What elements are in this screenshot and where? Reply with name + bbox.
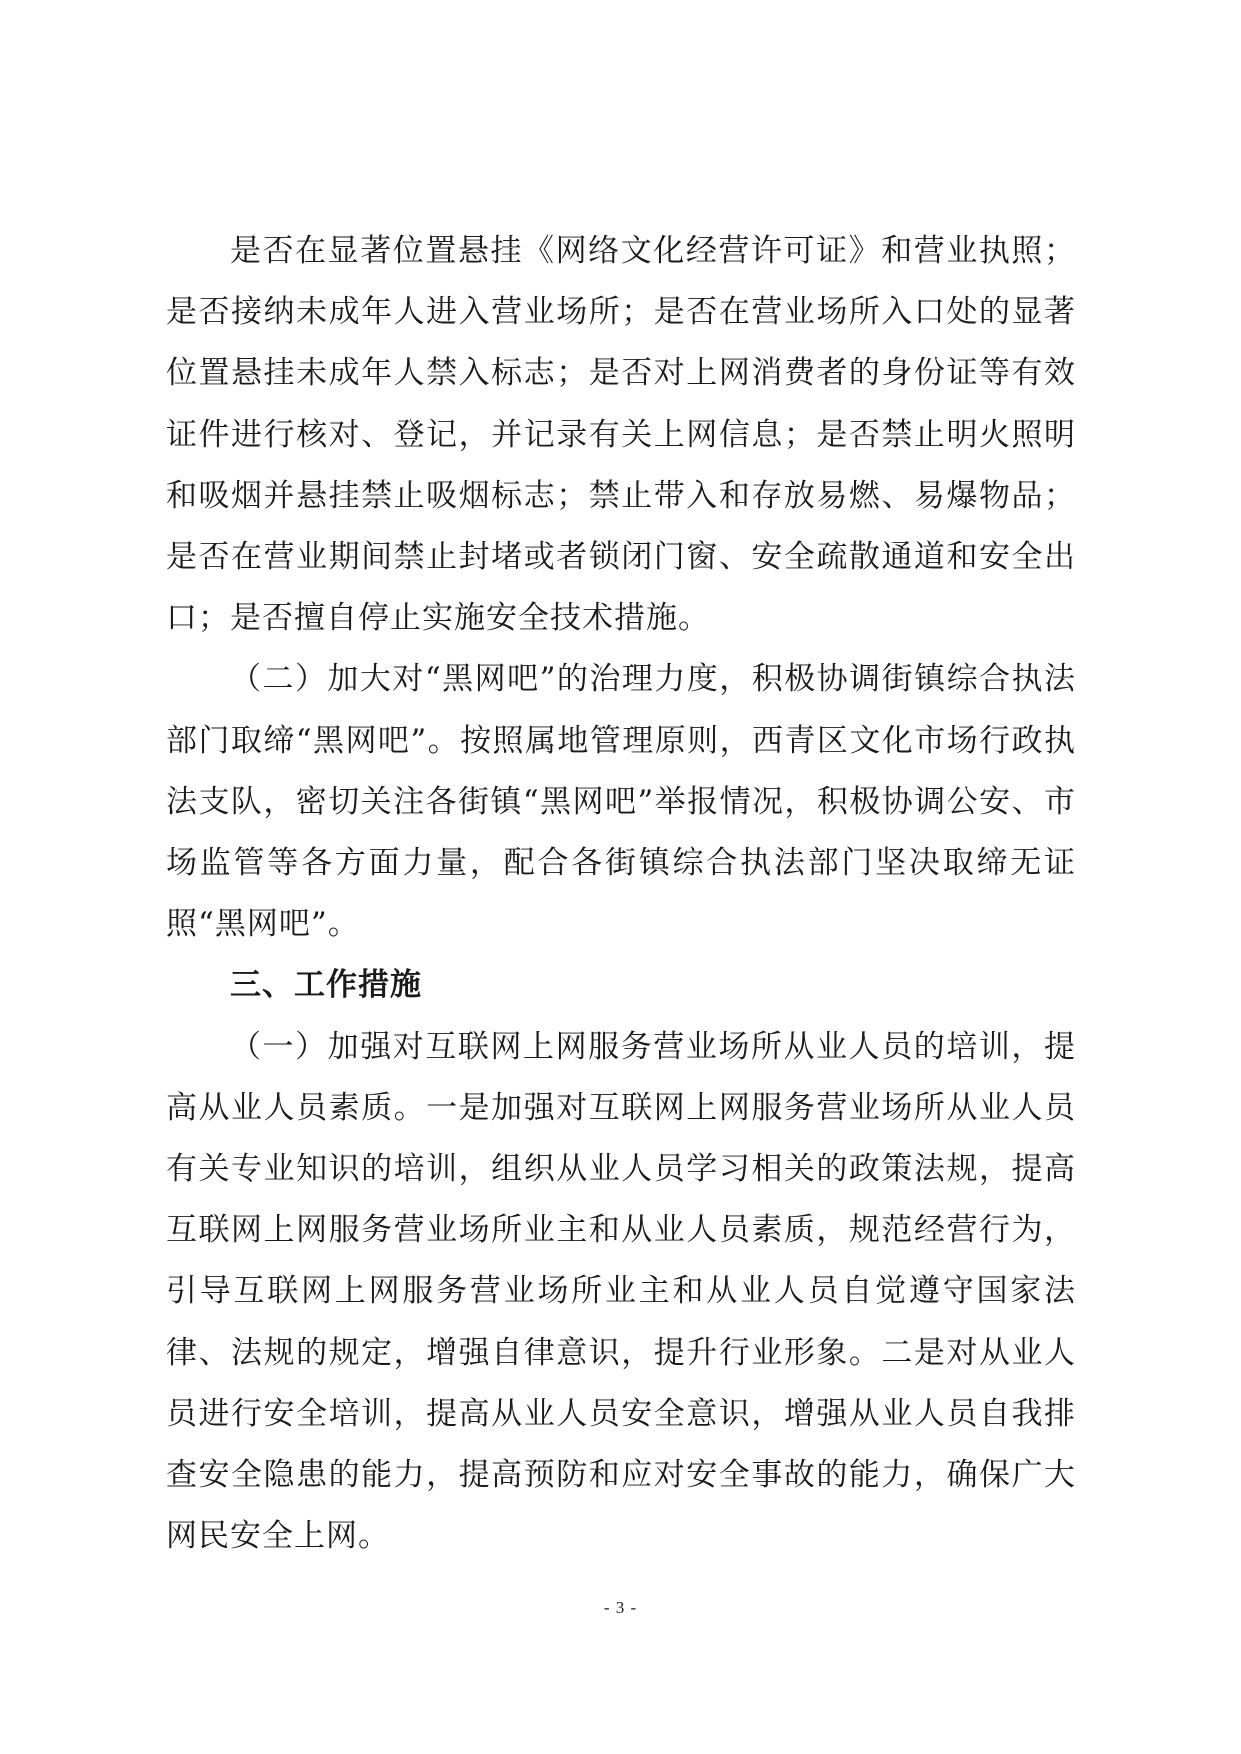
paragraph-staff-training: （一）加强对互联网上网服务营业场所从业人员的培训，提高从业人员素质。一是加强对互联网上网服务营业场所从业人员有关专业知识的培训，组织从业人员学习相关的政策法规，提高互联网上网服务营业场所业主和从业人员素质，规范经营行为，引导互联网上网服务营业场所业主和从业人员自觉遵守国家法律、法规的规定，增强自律意识，提升行业形象。二是对从业人员进行安全培训，提高从业人员安全意识，增强从业人员自我排查安全隐患的能力，提高预防和应对安全事故的能力，确保广大网民安全上网。 (166, 1028, 1076, 1555)
document-body (166, 221, 1076, 1567)
page-number: - 3 - (603, 1598, 638, 1617)
section-heading-work-measures: 三、工作措施 (230, 967, 422, 1004)
paragraph-black-internet-cafe: （二）加大对“黑网吧”的治理力度，积极协调街镇综合执法部门取缔“黑网吧”。按照属地管理原则，西青区文化市场行政执法支队，密切关注各街镇“黑网吧”举报情况，积极协调公安、市场监管等各方面力量，配合各街镇综合执法部门坚决取缔无证照“黑网吧”。 (166, 661, 1076, 943)
paragraph-inspection-items: 是否在显著位置悬挂《网络文化经营许可证》和营业执照；是否接纳未成年人进入营业场所；是否在营业场所入口处的显著位置悬挂未成年人禁入标志；是否对上网消费者的身份证等有效证件进行核对、登记，并记录有关上网信息；是否禁止明火照明和吸烟并悬挂禁止吸烟标志；禁止带入和存放易燃、易爆物品；是否在营业期间禁止封堵或者锁闭门窗、安全疏散通道和安全出口；是否擅自停止实施安全技术措施。 (166, 233, 1076, 637)
